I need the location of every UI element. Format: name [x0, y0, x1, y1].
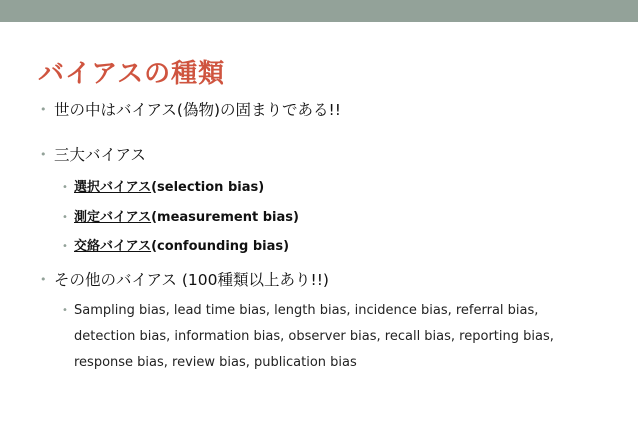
sub-bullet-selection [62, 176, 264, 195]
bullet-icon: • [62, 305, 68, 316]
bullet-1 [40, 98, 341, 120]
sub-bullet-jp: 測定バイアス [74, 210, 152, 225]
sub-bullet-jp: 選択バイアス [74, 180, 152, 195]
bullet-1-text: 世の中はバイアス(偽物)の固まりである!! [54, 101, 341, 119]
sub-bullet-other-marker [62, 303, 74, 318]
bullet-icon: • [62, 212, 68, 223]
slide-title: バイアスの種類 [38, 59, 226, 89]
sub-bullet-en: (selection bias) [151, 180, 265, 195]
sub-bullet-en: (confounding bias) [151, 239, 290, 254]
other-bias-line-1: Sampling bias, lead time bias, length bias, incidence bias, referral bias, [74, 303, 539, 318]
bullet-icon: • [62, 182, 68, 193]
bullet-icon: • [40, 148, 47, 161]
bullet-2 [40, 143, 146, 165]
sub-bullet-en: (measurement bias) [151, 210, 299, 225]
bullet-icon: • [40, 103, 47, 116]
bullet-icon: • [40, 273, 47, 286]
sub-bullet-jp: 交絡バイアス [74, 239, 152, 254]
bullet-3-text: その他のバイアス (100種類以上あり!!) [54, 271, 329, 289]
sub-bullet-measurement [62, 206, 299, 225]
other-bias-line-3: response bias, review bias, publication bias [74, 355, 357, 370]
sub-bullet-confounding [62, 235, 289, 254]
bullet-icon: • [62, 241, 68, 252]
bullet-3 [40, 268, 329, 290]
top-accent-bar [0, 0, 638, 22]
other-bias-line-2: detection bias, information bias, observer bias, recall bias, reporting bias, [74, 329, 554, 344]
bullet-2-text: 三大バイアス [54, 146, 146, 164]
